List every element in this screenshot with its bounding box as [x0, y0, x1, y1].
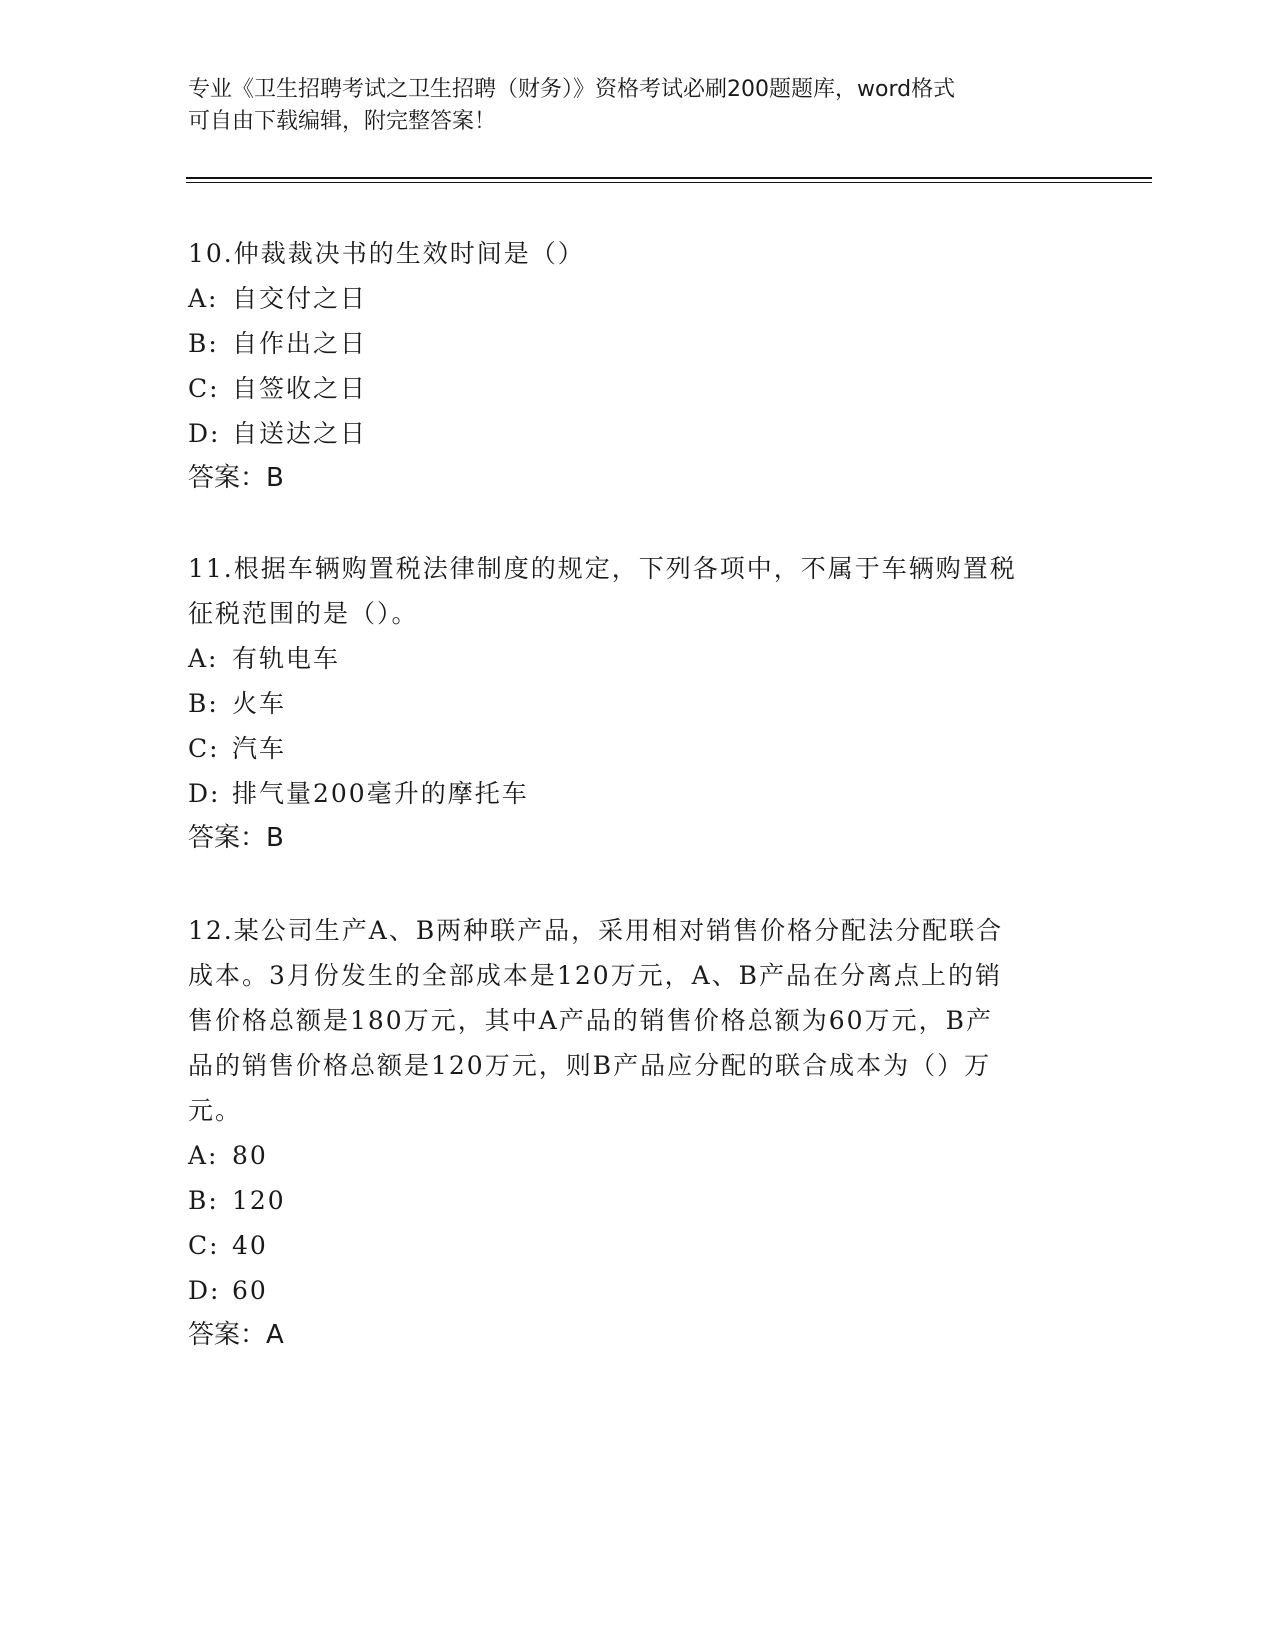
option-b: [188, 1178, 1088, 1223]
question-stem-line: 征税范围的是（）。: [188, 599, 419, 628]
question-stem-line: 12.某公司生产A、B两种联产品，采用相对销售价格分配法分配联合: [188, 916, 1004, 945]
option-letter: C:: [188, 374, 220, 403]
question-12: [188, 908, 1088, 1358]
header-line-1: 专业《卫生招聘考试之卫生招聘（财务）》资格考试必刷200题题库，word格式: [188, 77, 956, 102]
option-text: 有轨电车: [232, 644, 341, 673]
option-text: 自签收之日: [232, 374, 368, 403]
option-text: 自送达之日: [232, 419, 368, 448]
option-letter: C:: [188, 734, 220, 763]
option-a: [188, 1133, 1088, 1178]
question-11: [188, 546, 1088, 861]
option-letter: B:: [188, 689, 219, 718]
answer-line: 答案：B: [188, 463, 284, 493]
question-stem-line: 成本。3月份发生的全部成本是120万元，A、B产品在分离点上的销: [188, 961, 1003, 990]
option-text: 火车: [232, 689, 287, 718]
option-text: 80: [232, 1141, 268, 1170]
question-stem-line: 售价格总额是180万元，其中A产品的销售价格总额为60万元，B产: [188, 1006, 993, 1035]
header-divider-thick: [186, 177, 1152, 179]
option-letter: B:: [188, 1186, 219, 1215]
option-letter: A:: [188, 644, 219, 673]
question-stem-line: 元。: [188, 1096, 243, 1125]
question-stem-line: 11.根据车辆购置税法律制度的规定，下列各项中，不属于车辆购置税: [188, 554, 1017, 583]
option-text: 120: [232, 1186, 286, 1215]
question-stem-line: 10.仲裁裁决书的生效时间是（）: [188, 239, 585, 268]
option-text: 自作出之日: [232, 329, 368, 358]
option-c: [188, 1223, 1088, 1268]
header-divider-thin: [186, 182, 1152, 183]
option-text: 40: [232, 1231, 268, 1260]
option-letter: D:: [188, 1276, 221, 1305]
option-b: [188, 321, 1088, 366]
option-d: [188, 771, 1088, 816]
question-stem-line: 品的销售价格总额是120万元，则B产品应分配的联合成本为（）万: [188, 1051, 992, 1080]
option-c: [188, 366, 1088, 411]
option-letter: D:: [188, 419, 221, 448]
option-a: [188, 276, 1088, 321]
option-text: 汽车: [232, 734, 287, 763]
option-text: 排气量200毫升的摩托车: [232, 779, 529, 808]
option-b: [188, 681, 1088, 726]
option-letter: A:: [188, 284, 219, 313]
option-letter: A:: [188, 1141, 219, 1170]
option-d: [188, 1268, 1088, 1313]
option-letter: D:: [188, 779, 221, 808]
document-header: [188, 74, 1068, 138]
answer-line: 答案：B: [188, 823, 284, 853]
answer-line: 答案：A: [188, 1320, 284, 1350]
option-text: 60: [232, 1276, 268, 1305]
option-a: [188, 636, 1088, 681]
option-letter: C:: [188, 1231, 220, 1260]
option-letter: B:: [188, 329, 219, 358]
header-line-2: 可自由下载编辑，附完整答案！: [188, 109, 497, 134]
question-10: [188, 231, 1088, 501]
option-d: [188, 411, 1088, 456]
option-c: [188, 726, 1088, 771]
option-text: 自交付之日: [232, 284, 368, 313]
